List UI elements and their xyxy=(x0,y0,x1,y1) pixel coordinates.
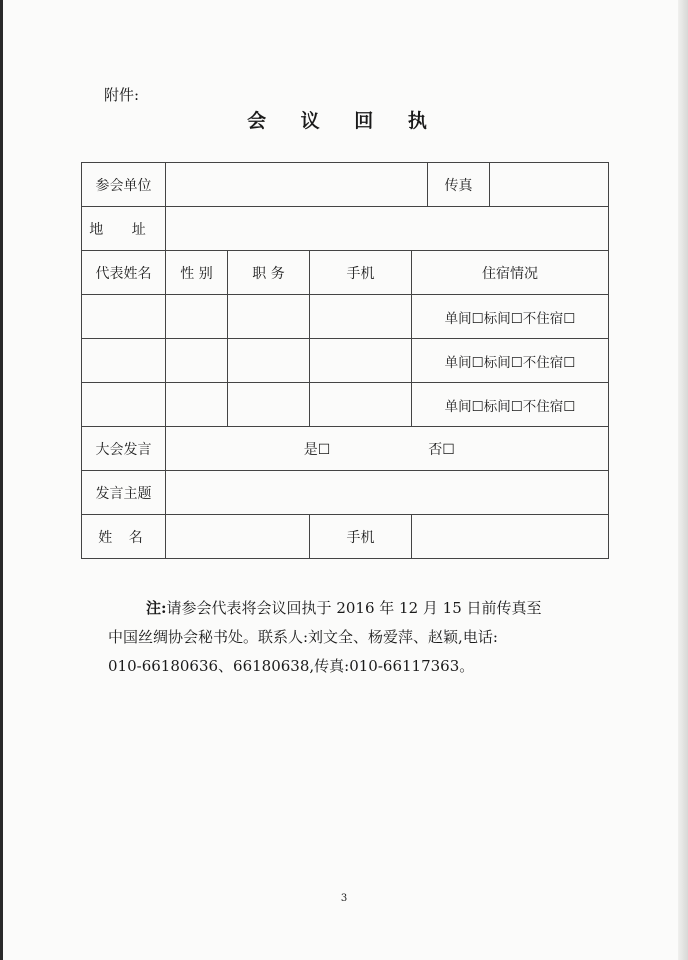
phone-label: 手机 xyxy=(310,251,412,295)
phone-field[interactable] xyxy=(310,339,412,383)
lodging-options[interactable]: 单间☐标间☐不住宿☐ xyxy=(412,295,609,339)
position-field[interactable] xyxy=(228,383,310,427)
phone-field[interactable] xyxy=(310,383,412,427)
speech-label: 大会发言 xyxy=(82,427,166,471)
topic-field[interactable] xyxy=(166,471,609,515)
scan-edge-left xyxy=(0,0,3,960)
address-field[interactable] xyxy=(166,207,609,251)
gender-field[interactable] xyxy=(166,295,228,339)
row-contact xyxy=(82,515,609,559)
row-header xyxy=(82,251,609,295)
contact-phone-field[interactable] xyxy=(412,515,609,559)
speech-options xyxy=(166,427,609,471)
fax-label: 传真 xyxy=(428,163,490,207)
name-label: 姓 名 xyxy=(82,515,166,559)
speech-no-option[interactable]: 否☐ xyxy=(428,441,455,458)
position-field[interactable] xyxy=(228,339,310,383)
scan-edge-right xyxy=(678,0,688,960)
receipt-form-table xyxy=(81,162,609,559)
note-line-2: 中国丝绸协会秘书处。联系人:刘文全、杨爱萍、赵颖,电话: xyxy=(108,628,498,646)
rep-name-label: 代表姓名 xyxy=(82,251,166,295)
lodging-label: 住宿情况 xyxy=(412,251,609,295)
contact-phone-label: 手机 xyxy=(310,515,412,559)
gender-field[interactable] xyxy=(166,339,228,383)
row-topic xyxy=(82,471,609,515)
note-label: 注: xyxy=(146,599,167,617)
rep-name-field[interactable] xyxy=(82,383,166,427)
unit-field[interactable] xyxy=(166,163,428,207)
unit-label: 参会单位 xyxy=(82,163,166,207)
attachment-label: 附件: xyxy=(104,86,140,104)
note-paragraph xyxy=(108,594,608,681)
position-field[interactable] xyxy=(228,295,310,339)
lodging-options[interactable]: 单间☐标间☐不住宿☐ xyxy=(412,339,609,383)
table-row xyxy=(82,339,609,383)
table-row xyxy=(82,383,609,427)
gender-field[interactable] xyxy=(166,383,228,427)
lodging-options[interactable]: 单间☐标间☐不住宿☐ xyxy=(412,383,609,427)
gender-label: 性 别 xyxy=(166,251,228,295)
position-label: 职 务 xyxy=(228,251,310,295)
page-number: 3 xyxy=(340,893,348,904)
rep-name-field[interactable] xyxy=(82,295,166,339)
name-field[interactable] xyxy=(166,515,310,559)
phone-field[interactable] xyxy=(310,295,412,339)
fax-field[interactable] xyxy=(490,163,609,207)
speech-yes-option[interactable]: 是☐ xyxy=(303,441,331,458)
table-row xyxy=(82,295,609,339)
rep-name-field[interactable] xyxy=(82,339,166,383)
row-speech xyxy=(82,427,609,471)
note-line-3: 010-66180636、66180638,传真:010-66117363。 xyxy=(108,657,475,675)
topic-label: 发言主题 xyxy=(82,471,166,515)
note-line-1: 请参会代表将会议回执于 2016 年 12 月 15 日前传真至 xyxy=(166,599,542,617)
address-label: 地 址 xyxy=(82,207,166,251)
page-title: 会 议 回 执 xyxy=(247,110,441,132)
row-unit xyxy=(82,163,609,207)
row-address xyxy=(82,207,609,251)
